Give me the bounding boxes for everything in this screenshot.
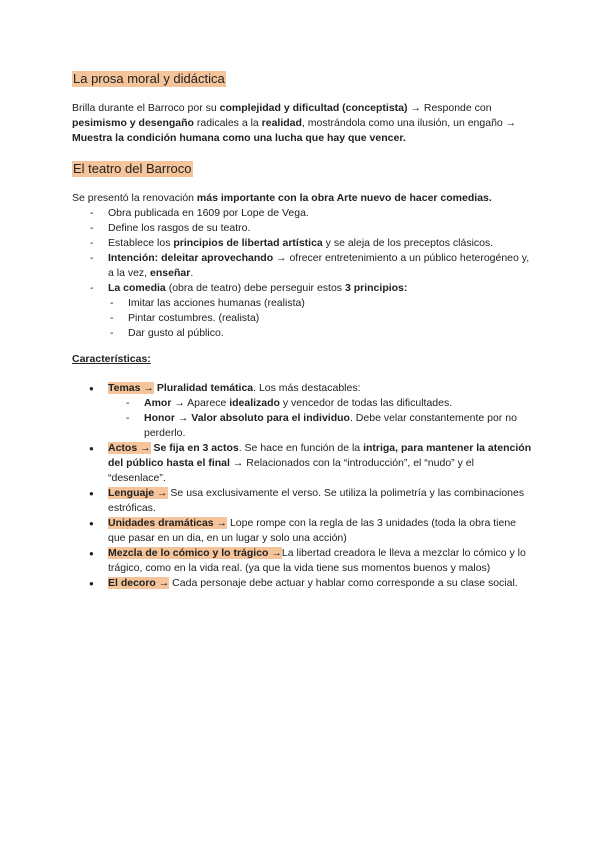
text-run: → bbox=[174, 412, 192, 424]
teatro-intro bbox=[72, 191, 532, 206]
text-run: Imitar las acciones humanas (realista) bbox=[128, 297, 305, 309]
bold-run: Temas → bbox=[108, 382, 154, 394]
bold-run: intriga, para mantener la atención del público hasta el final bbox=[108, 442, 532, 469]
bold-run: Amor bbox=[144, 397, 172, 409]
bold-run: idealizado bbox=[229, 397, 280, 409]
paragraph-prosa bbox=[72, 101, 532, 146]
text-run: . Se hace en función de la bbox=[238, 442, 364, 454]
bold-run: realidad bbox=[261, 117, 302, 129]
list-item bbox=[72, 411, 532, 441]
list-item bbox=[72, 221, 532, 236]
list-item bbox=[72, 441, 532, 486]
text-run: Se presentó la renovación bbox=[72, 192, 197, 204]
section-caracteristicas-body bbox=[72, 381, 532, 591]
principios-list bbox=[72, 296, 532, 341]
text-run: . Los más destacables: bbox=[253, 382, 361, 394]
list-item bbox=[72, 236, 532, 251]
teatro-list bbox=[72, 206, 532, 341]
bold-run: Actos → bbox=[108, 442, 151, 454]
highlight-run bbox=[108, 517, 227, 529]
text-run: → Responde con bbox=[407, 102, 492, 114]
text-run: Lope rompe con la regla de las 3 unidades (toda la obra tiene que pasar en un dia, en un lugar y solo una acción) bbox=[108, 517, 516, 544]
highlight-run bbox=[108, 487, 168, 499]
bold-run: Honor bbox=[144, 412, 175, 424]
list-item bbox=[72, 296, 532, 311]
text-run: . Debe velar constantemente por no perderlo. bbox=[144, 412, 517, 439]
bold-run: enseñar bbox=[150, 267, 191, 279]
text-run: y se aleja de los preceptos clásicos. bbox=[322, 237, 494, 249]
list-item bbox=[72, 516, 532, 546]
prosa-text bbox=[72, 101, 532, 146]
highlight-run bbox=[108, 577, 169, 589]
list-item bbox=[72, 206, 532, 221]
highlight-run bbox=[108, 442, 151, 454]
text-run: radicales a la bbox=[193, 117, 262, 129]
bold-run: Se fija en 3 actos bbox=[150, 442, 239, 454]
bold-run: La comedia bbox=[108, 282, 166, 294]
bold-run: Valor absoluto para el individuo bbox=[191, 412, 350, 424]
bold-run: principios de libertad artística bbox=[173, 237, 323, 249]
section-prosa-title bbox=[72, 71, 532, 88]
section-teatro-title bbox=[72, 161, 532, 178]
text-run: Dar gusto al público. bbox=[128, 327, 224, 339]
text-run: . bbox=[190, 267, 194, 279]
list-item bbox=[72, 381, 532, 441]
temas-list bbox=[72, 396, 532, 441]
text-run: → Relacionados con la “introducción”, el “nudo” y el “desenlace”. bbox=[108, 457, 474, 484]
text-run: , mostrándola como una ilusión, un engaño → bbox=[301, 117, 517, 129]
highlight-run bbox=[108, 382, 154, 394]
list-item bbox=[72, 546, 532, 576]
heading-teatro-barroco: El teatro del Barroco bbox=[73, 161, 192, 176]
bold-run: Intención: deleitar aprovechando bbox=[108, 252, 274, 264]
bold-run: Mezcla de lo cómico y lo trágico → bbox=[108, 547, 282, 559]
bold-run: El decoro → bbox=[108, 577, 170, 589]
bold-run: complejidad y dificultad (conceptista) bbox=[219, 102, 408, 114]
caracteristicas-list bbox=[72, 381, 532, 591]
highlight-run bbox=[108, 547, 282, 559]
bold-run: Pluralidad temática bbox=[153, 382, 254, 394]
bold-run: Muestra la condición humana como una lucha que hay que vencer. bbox=[72, 132, 406, 144]
text-run: Define los rasgos de su teatro. bbox=[108, 222, 251, 234]
list-item bbox=[72, 311, 532, 326]
section-teatro-body bbox=[72, 191, 532, 341]
text-run: Establece los bbox=[108, 237, 174, 249]
text-run: Se usa exclusivamente el verso. Se utiliza la polimetría y las combinaciones estróficas. bbox=[108, 487, 525, 514]
text-run: → Aparece bbox=[171, 397, 230, 409]
list-item bbox=[72, 251, 532, 281]
heading-caracteristicas: Características: bbox=[72, 353, 151, 365]
heading-prosa-moral: La prosa moral y didáctica bbox=[73, 71, 225, 86]
bold-run: 3 principios: bbox=[344, 282, 408, 294]
bold-run: más importante con la obra Arte nuevo de hacer comedias. bbox=[196, 192, 492, 204]
text-run: (obra de teatro) debe perseguir estos bbox=[165, 282, 345, 294]
list-item bbox=[72, 396, 532, 411]
bold-run: pesimismo y desengaño bbox=[72, 117, 194, 129]
text-run: Brilla durante el Barroco por su bbox=[72, 102, 220, 114]
bold-run: Unidades dramáticas → bbox=[108, 517, 228, 529]
list-item bbox=[72, 486, 532, 516]
section-caracteristicas-title bbox=[72, 352, 532, 367]
text-run: y vencedor de todas las dificultades. bbox=[279, 397, 453, 409]
text-run: Pintar costumbres. (realista) bbox=[128, 312, 260, 324]
text-run: Obra publicada en 1609 por Lope de Vega. bbox=[108, 207, 309, 219]
text-run: → ofrecer entretenimiento a un público heterogéneo y, a la vez, bbox=[108, 252, 530, 279]
list-item bbox=[72, 576, 532, 591]
list-item bbox=[72, 281, 532, 341]
text-run: La libertad creadora le lleva a mezclar lo cómico y lo trágico, como en la vida real. (ya que la vida tiene sus momentos buenos y malos) bbox=[108, 547, 526, 574]
text-run: Cada personaje debe actuar y hablar como corresponde a su clase social. bbox=[169, 577, 518, 589]
list-item bbox=[72, 326, 532, 341]
bold-run: Lenguaje → bbox=[108, 487, 168, 499]
